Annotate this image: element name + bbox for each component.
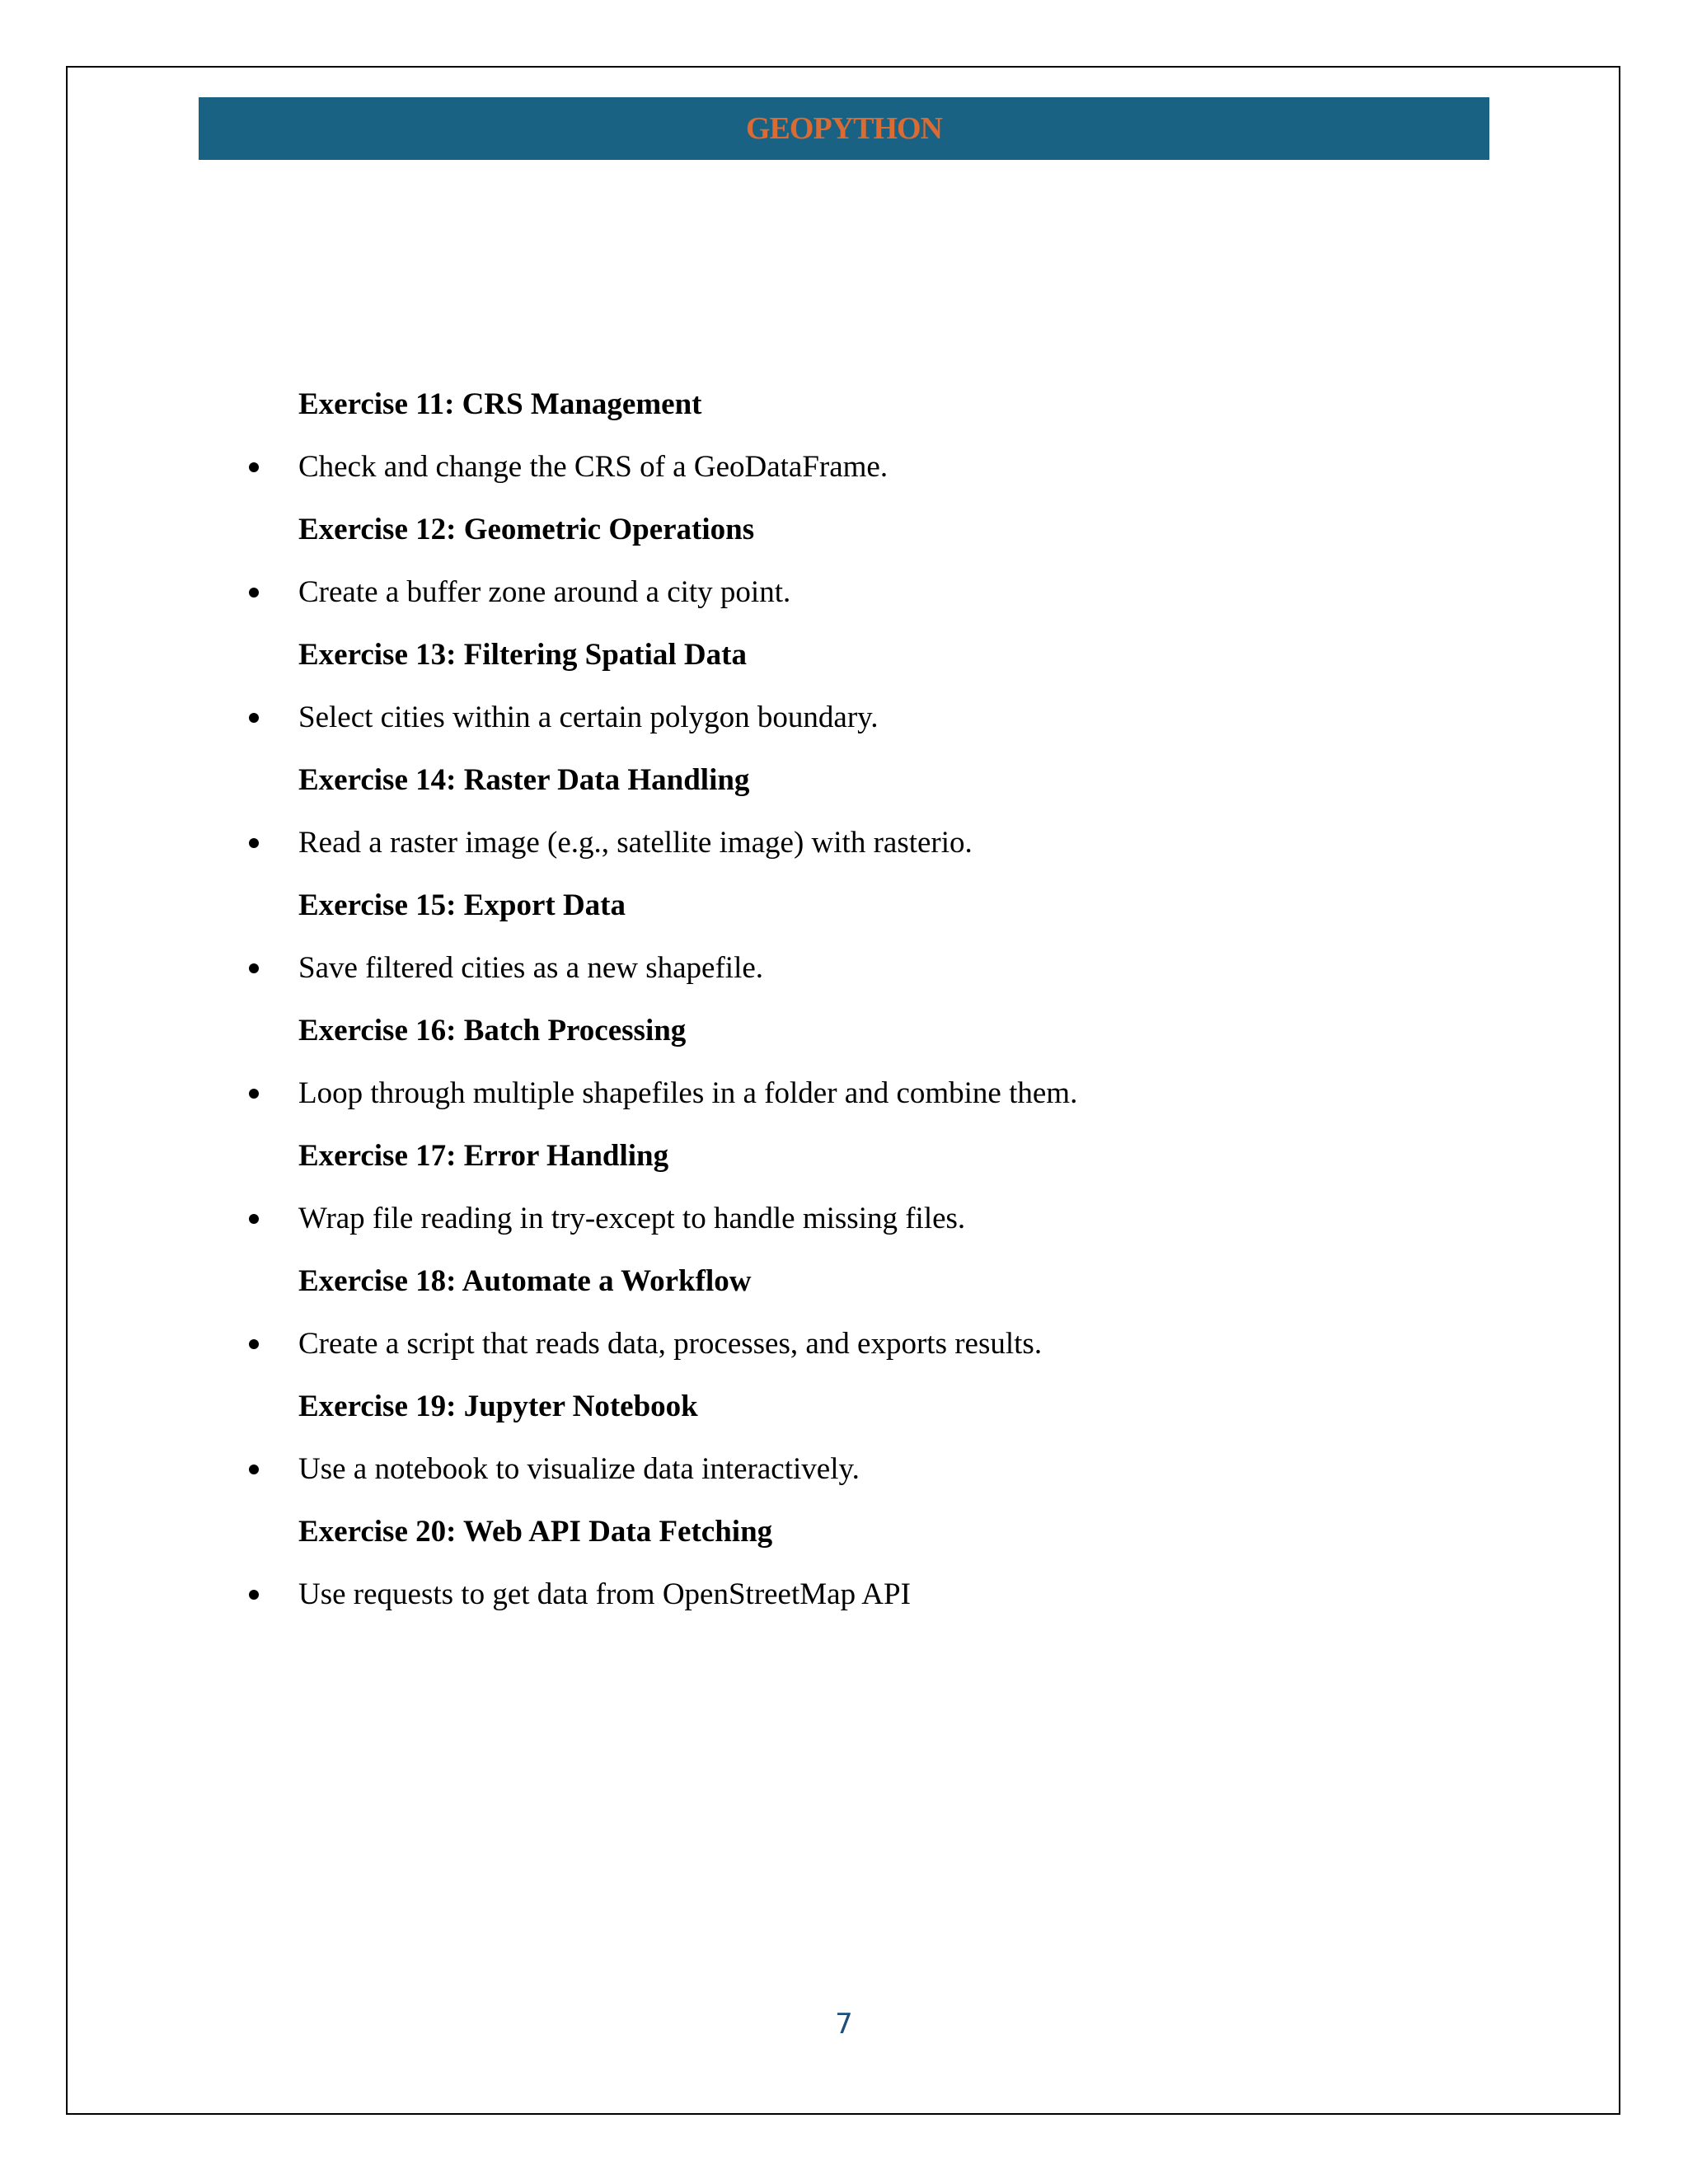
bullet-icon: [244, 568, 264, 617]
exercise-heading: Exercise 14: Raster Data Handling: [298, 763, 750, 797]
header-band: [199, 97, 1489, 160]
exercise-task: [0, 1194, 1688, 1244]
exercise-item: [0, 630, 1688, 756]
exercise-task: [0, 1069, 1688, 1118]
exercise-item: [0, 756, 1688, 881]
exercise-item: [0, 1257, 1688, 1382]
exercise-heading: Exercise 11: CRS Management: [298, 387, 702, 421]
bullet-icon: [244, 1194, 264, 1244]
exercise-task: [0, 1319, 1688, 1369]
exercise-item: [0, 380, 1688, 505]
exercise-task-text: Create a buffer zone around a city point.: [298, 575, 791, 609]
exercise-heading: Exercise 16: Batch Processing: [298, 1014, 687, 1047]
bullet-icon: [244, 1319, 264, 1369]
exercise-heading: Exercise 18: Automate a Workflow: [298, 1264, 752, 1298]
exercise-task: [0, 443, 1688, 492]
exercise-task-text: Check and change the CRS of a GeoDataFrame.: [298, 450, 889, 484]
exercise-task: [0, 944, 1688, 993]
exercise-task-text: Save filtered cities as a new shapefile.: [298, 951, 764, 985]
exercise-item: [0, 1507, 1688, 1633]
exercise-task: [0, 1570, 1688, 1619]
exercise-item: [0, 881, 1688, 1006]
exercise-heading: Exercise 13: Filtering Spatial Data: [298, 638, 747, 672]
exercise-task-text: Create a script that reads data, processes, and exports results.: [298, 1327, 1043, 1361]
exercise-task-text: Wrap file reading in try-except to handle missing files.: [298, 1202, 966, 1235]
exercise-task-text: Loop through multiple shapefiles in a folder and combine them.: [298, 1076, 1078, 1110]
exercise-item: [0, 1006, 1688, 1132]
exercise-task: [0, 693, 1688, 743]
exercise-item: [0, 1132, 1688, 1257]
page-number: 7: [835, 2008, 853, 2041]
exercise-task: [0, 568, 1688, 617]
exercise-task-text: Read a raster image (e.g., satellite image) with rasterio.: [298, 826, 973, 860]
exercise-heading: Exercise 19: Jupyter Notebook: [298, 1390, 698, 1423]
exercise-task: [0, 1445, 1688, 1494]
exercise-task-text: Select cities within a certain polygon boundary.: [298, 701, 879, 734]
exercise-list: [0, 380, 1688, 1633]
exercise-item: [0, 1382, 1688, 1507]
exercise-task-text: Use a notebook to visualize data interactively.: [298, 1452, 860, 1486]
bullet-icon: [244, 1069, 264, 1118]
bullet-icon: [244, 944, 264, 993]
bullet-icon: [244, 1570, 264, 1619]
exercise-task: [0, 818, 1688, 868]
exercise-item: [0, 505, 1688, 630]
bullet-icon: [244, 1445, 264, 1494]
bullet-icon: [244, 443, 264, 492]
exercise-task-text: Use requests to get data from OpenStreetMap API: [298, 1577, 911, 1611]
header-title: GEOPYTHON: [745, 111, 943, 146]
bullet-icon: [244, 818, 264, 868]
bullet-icon: [244, 693, 264, 743]
exercise-heading: Exercise 12: Geometric Operations: [298, 513, 755, 546]
exercise-heading: Exercise 17: Error Handling: [298, 1139, 669, 1173]
exercise-heading: Exercise 15: Export Data: [298, 888, 626, 922]
exercise-heading: Exercise 20: Web API Data Fetching: [298, 1515, 773, 1549]
